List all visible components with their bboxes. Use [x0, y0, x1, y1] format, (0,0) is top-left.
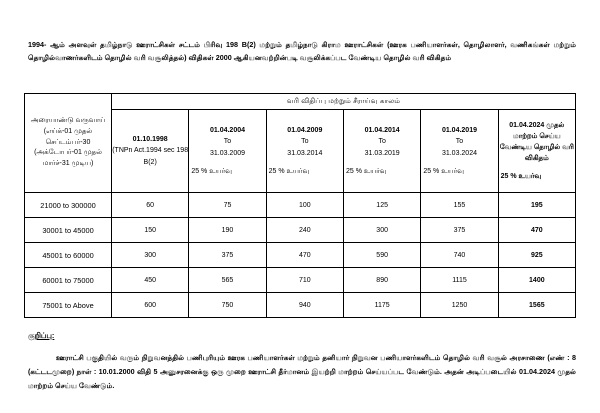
row-value: 470 — [266, 243, 343, 268]
column-5-pct: 25 % உயர்வு — [423, 167, 464, 175]
column-3-pct: 25 % உயர்வு — [268, 167, 310, 175]
column-2-date: 01.04.2004 — [209, 127, 246, 135]
note-title: குறிப்பு: — [28, 331, 55, 340]
row-value: 1565 — [498, 293, 575, 318]
row-value: 890 — [343, 268, 420, 293]
table-row — [25, 193, 576, 218]
column-4-date: 01.04.2014 — [364, 127, 400, 135]
note-text: ஊராட்சி பகுதியில் வரும் நிறுவனத்தில் பணிபுரியும் ஊரக பணியாளர்கள் மற்றும் தனியார் நிறுவன பணியாளர்களிடம் தொழில் வரி வசூல் அரசாணை (எண் : 8 (கட்டடமுறை) நாள் : 10.01.2000 விதி 5 அனுசரனைக்கு ஒரு முறை ஊராட்சி தீர்மானம் இயற்றி மாற்றம் செய்யப்பட வேண்டும். அதன் அடிப்படையில் 01.04.2024 முதல் மாற்றம் செய்ய வேண்டும். — [28, 353, 576, 391]
row-value: 565 — [189, 268, 266, 293]
row-value: 470 — [498, 218, 575, 243]
row-value: 100 — [266, 193, 343, 218]
table-row — [25, 268, 576, 293]
table-row — [25, 293, 576, 318]
row-range: 45001 to 60000 — [25, 243, 112, 268]
row-value: 300 — [112, 243, 189, 268]
column-4-pct: 25 % உயர்வு — [345, 167, 387, 175]
row-value: 190 — [189, 218, 266, 243]
row-value: 925 — [498, 243, 575, 268]
row-value: 300 — [343, 218, 420, 243]
row-value: 150 — [112, 218, 189, 243]
column-2-end: 31.03.2009 — [209, 149, 246, 157]
column-5-end: 31.03.2024 — [441, 149, 477, 157]
first-column-header: அரையாண்டு வருவாய் (எய்க்-01 முதல் செப்டம்பர்-30 (அக்டோபர்-01 முதல் மார்ச்-31 முடிய) — [25, 94, 112, 193]
row-value: 375 — [421, 218, 498, 243]
column-2-to: To — [223, 138, 232, 146]
row-value: 1115 — [421, 268, 498, 293]
column-6-pct: 25 % உயர்வு — [500, 173, 542, 181]
table-row — [25, 218, 576, 243]
column-header-2 — [189, 110, 266, 193]
column-5-date: 01.04.2019 — [441, 127, 477, 135]
row-value: 125 — [343, 193, 420, 218]
column-3-to: To — [301, 138, 309, 146]
row-value: 1250 — [421, 293, 498, 318]
column-1-sub: (TNPn Act.1994 sec 198 B(2) — [112, 147, 189, 166]
row-value: 710 — [266, 268, 343, 293]
row-value: 75 — [189, 193, 266, 218]
column-header-6 — [498, 110, 575, 193]
row-range: 21000 to 300000 — [25, 193, 112, 218]
column-1-date: 01.10.1998 — [132, 136, 168, 144]
column-5-to: To — [455, 138, 464, 146]
row-value: 1400 — [498, 268, 575, 293]
row-value: 60 — [112, 193, 189, 218]
row-range: 60001 to 75000 — [25, 268, 112, 293]
column-header-1 — [112, 110, 189, 193]
row-value: 195 — [498, 193, 575, 218]
row-value: 240 — [266, 218, 343, 243]
row-value: 590 — [343, 243, 420, 268]
column-header-5 — [421, 110, 498, 193]
row-value: 600 — [112, 293, 189, 318]
row-value: 155 — [421, 193, 498, 218]
column-3-date: 01.04.2009 — [287, 127, 323, 135]
span-header: வரி விதிப்பு மற்றும் சீராய்வு காலம் — [112, 94, 576, 110]
column-6-date: 01.04.2024 முதல் மாற்றம் செய்ய வேண்டிய தொழில் வரி விகிதம் — [499, 121, 574, 163]
intro-paragraph: 1994- ஆம் அளவுள் தமிழ்நாடு ஊராட்சிகள் சட்டம் பிரிவு 198 B(2) மற்றும் தமிழ்நாடு கிராம ஊராட்சிகள் (ஊரக பணியாளர்கள், தொழிலாளர், வணிகங்கள் மற்றும் தொழில்வாணர்களிடம் தொழில் வரி வசூலித்தல்) விதிகள் 2000 ஆகியனவற்றின்படி வசூலிக்கப்பட வேண்டிய தொழில் வரி விகிதம் — [28, 40, 576, 63]
column-2-pct: 25 % உயர்வு — [191, 167, 232, 175]
row-value: 450 — [112, 268, 189, 293]
row-value: 740 — [421, 243, 498, 268]
row-value: 750 — [189, 293, 266, 318]
column-4-to: To — [378, 138, 386, 146]
column-header-3 — [266, 110, 343, 193]
column-header-4 — [343, 110, 420, 193]
column-3-end: 31.03.2014 — [287, 149, 323, 157]
column-4-end: 31.03.2019 — [364, 149, 400, 157]
row-value: 940 — [266, 293, 343, 318]
table-header-span-row — [25, 94, 576, 110]
row-value: 375 — [189, 243, 266, 268]
table-row — [25, 243, 576, 268]
row-range: 30001 to 45000 — [25, 218, 112, 243]
row-value: 1175 — [343, 293, 420, 318]
row-range: 75001 to Above — [25, 293, 112, 318]
professional-tax-table — [24, 93, 576, 318]
note-body — [28, 351, 576, 393]
